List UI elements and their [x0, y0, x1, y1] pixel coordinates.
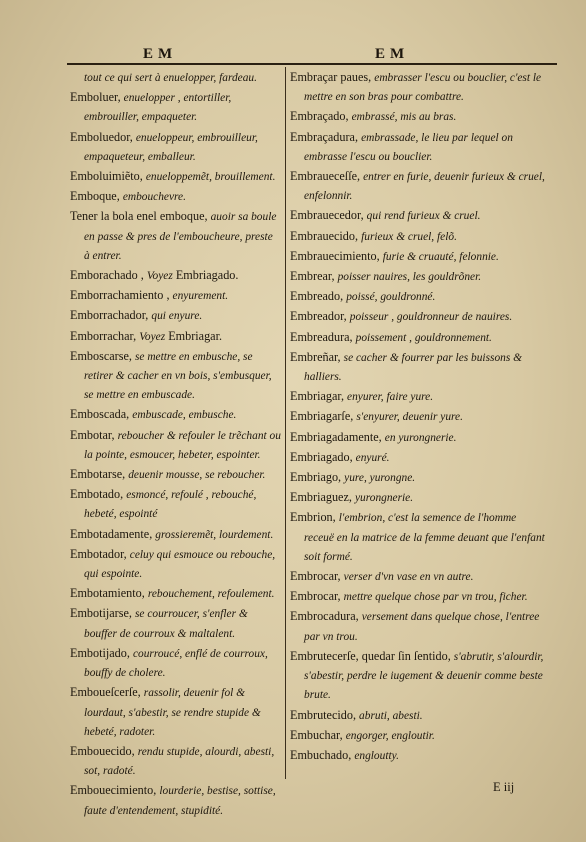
entry-definition: Voyez [139, 330, 166, 343]
dictionary-entry [290, 107, 548, 127]
entry-definition: yurongnerie. [354, 492, 414, 505]
entry-definition: esmoncé, refoulé , rebouché, hebeté, espointé [84, 489, 257, 521]
dictionary-entry [290, 206, 548, 226]
entry-definition: en yurongnerie. [384, 431, 457, 444]
dictionary-entry [290, 227, 548, 247]
dictionary-entry [70, 266, 281, 286]
entry-definition: versement dans quelque chose, l'entree par vn trou. [304, 611, 540, 643]
dictionary-entry [290, 68, 548, 107]
entry-definition: Voyez [146, 270, 173, 283]
entry-definition: rendu stupide, alourdi, abesti, sot, radoté. [84, 745, 275, 778]
entry-definition: yure, yurongne. [344, 472, 416, 485]
dictionary-entry [70, 306, 281, 326]
entry-headword: Embrear, [290, 269, 338, 284]
dictionary-entry [290, 508, 548, 567]
dictionary-entry [70, 545, 281, 584]
dictionary-entry [70, 128, 281, 167]
entry-headword: Emboluedor, [70, 129, 136, 144]
entry-definition: enueloppeur, embrouilleur, empaqueteur, emballeur. [84, 131, 258, 163]
dictionary-entry [70, 88, 281, 127]
right-column [290, 68, 548, 766]
dictionary-entry [290, 387, 548, 407]
entry-headword: Emboluimiẽto, [70, 169, 146, 184]
entry-definition: poissé, gouldronné. [346, 291, 436, 304]
dictionary-entry [70, 167, 281, 187]
entry-headword: Embrutecido, [290, 707, 360, 722]
entry-headword: Embotarse, [70, 467, 129, 482]
dictionary-entry [70, 327, 281, 347]
header-left: EM [143, 46, 178, 62]
entry-headword: Embrocar, [290, 569, 344, 584]
entry-definition: enueloppemẽt, brouillement. [145, 171, 276, 184]
entry-definition: se courroucer, s'enfler & bouffer de courroux & maltalent. [84, 608, 248, 640]
dictionary-entry [290, 167, 548, 206]
entry-definition: mettre quelque chose par vn trou, ficher. [343, 591, 528, 604]
signature-mark: E iij [493, 780, 515, 794]
entry-definition: lourderie, bestise, sottise, faute d'entendement, stupidité. [84, 785, 276, 817]
dictionary-entry [70, 683, 281, 742]
entry-headword: Embriagar, [290, 389, 348, 404]
dictionary-entry [290, 348, 548, 387]
dictionary-entry [70, 426, 281, 465]
entry-headword: Embotar, [70, 427, 118, 442]
entry-definition: embrassade, le lieu par lequel on embrasse l'escu ou bouclier. [304, 131, 513, 163]
entry-definition: tout ce qui sert à enuelopper, fardeau. [84, 72, 257, 84]
entry-headword: Embreado, [290, 289, 347, 304]
entry-crossref: Embriagar. [165, 328, 223, 343]
dictionary-entry [70, 742, 281, 781]
dictionary-entry [70, 207, 281, 266]
entry-headword: Emboueſcerſe, [70, 685, 144, 700]
entry-headword: Emborrachamiento , [70, 288, 173, 303]
dictionary-entry [290, 607, 548, 646]
dictionary-entry [290, 267, 548, 287]
entry-definition: se cacher & fourrer par les buissons & halliers. [304, 351, 522, 384]
entry-definition: s'abrutir, s'alourdir, s'abestir, perdre le iugement & deuenir comme beste brute. [304, 650, 544, 702]
entry-headword: Embriagado, [290, 449, 356, 464]
entry-definition: grossieremẽt, lourdement. [155, 528, 274, 541]
column-divider [285, 67, 286, 779]
entry-definition: embuscade, embusche. [132, 409, 237, 422]
dictionary-entry [290, 128, 548, 167]
entry-definition: rebouchement, refoulement. [147, 588, 275, 601]
dictionary-entry [70, 465, 281, 485]
entry-definition: verser d'vn vase en vn autre. [343, 571, 474, 584]
entry-headword: Embrocadura, [290, 609, 362, 624]
entry-headword: Embraçado, [290, 109, 352, 124]
entry-headword: Embreadura, [290, 329, 356, 344]
entry-definition: enyurement. [172, 290, 229, 303]
entry-definition: engloutty. [354, 749, 399, 762]
entry-definition: l'embrion, c'est la semence de l'homme receuë en la matrice de la femme deuant que l'enfant soit formé. [304, 512, 545, 563]
header-rule [67, 63, 557, 65]
entry-headword: Embouecido, [70, 743, 138, 758]
entry-headword: Embrutecerſe, quedar ſin ſentido, [290, 648, 454, 663]
entry-definition: celuy qui esmouce ou rebouche, qui espointe. [84, 548, 276, 581]
entry-headword: Embraçar paues, [290, 70, 375, 84]
left-column [70, 68, 281, 821]
entry-headword: Embreador, [290, 309, 350, 324]
entry-definition: embouchevre. [122, 191, 186, 204]
dictionary-entry [290, 647, 548, 706]
dictionary-entry [290, 407, 548, 427]
entry-headword: Emborrachador, [70, 308, 152, 323]
entry-headword: Emboluer, [70, 90, 124, 105]
entry-headword: Emboscada, [70, 407, 133, 422]
dictionary-entry [70, 68, 281, 88]
entry-headword: Emboque, [70, 189, 123, 204]
entry-definition: embrassé, mis au bras. [351, 111, 457, 124]
dictionary-entry [290, 468, 548, 488]
entry-headword: Embrion, [290, 510, 339, 525]
entry-headword: Embrauecedor, [290, 208, 367, 223]
entry-definition: furieux & cruel, felõ. [361, 230, 457, 243]
entry-crossref: Embriagado. [172, 268, 239, 283]
dictionary-entry [290, 287, 548, 307]
entry-definition: deuenir mousse, se reboucher. [128, 469, 266, 482]
entry-headword: Emborachado , [70, 268, 147, 283]
entry-headword: Embotijado, [70, 645, 133, 660]
entry-headword: Embrauecido, [290, 228, 362, 243]
dictionary-entry [290, 587, 548, 607]
entry-definition: enyurer, faire yure. [347, 391, 434, 404]
entry-headword: Embriago, [290, 470, 345, 485]
entry-definition: courroucé, enflé de courroux, bouffy de cholere. [84, 647, 268, 680]
dictionary-entry [70, 781, 281, 820]
entry-headword: Embriaguez, [290, 490, 355, 505]
entry-headword: Embotador, [70, 546, 130, 561]
entry-headword: Embrocar, [290, 589, 344, 604]
dictionary-entry [290, 307, 548, 327]
entry-definition: enyuré. [355, 451, 390, 464]
entry-headword: Embriagadamente, [290, 429, 385, 444]
dictionary-entry [70, 286, 281, 306]
entry-headword: Embuchar, [290, 727, 346, 742]
entry-headword: Embraueceſſe, [290, 169, 364, 184]
dictionary-entry [70, 187, 281, 207]
entry-definition: rassolir, deuenir fol & lourdaut, s'abestir, se rendre stupide & hebeté, radoter. [84, 687, 261, 738]
entry-definition: embrasser l'escu ou bouclier, c'est le mettre en son bras pour combattre. [304, 72, 542, 104]
entry-headword: Embriagarſe, [290, 409, 357, 424]
entry-headword: Embreñar, [290, 349, 344, 364]
entry-definition: poisser nauires, les gouldrõner. [337, 271, 482, 284]
dictionary-entry [70, 405, 281, 425]
entry-headword: Emboscarse, [70, 348, 135, 363]
dictionary-entry [70, 525, 281, 545]
entry-headword: Embotado, [70, 487, 127, 502]
entry-headword: Embotijarse, [70, 606, 135, 621]
entry-definition: qui enyure. [151, 310, 203, 323]
dictionary-entry [70, 604, 281, 643]
dictionary-entry [290, 328, 548, 348]
dictionary-entry [70, 584, 281, 604]
dictionary-entry [290, 706, 548, 726]
dictionary-entry [290, 567, 548, 587]
running-header [0, 44, 586, 64]
dictionary-entry [290, 448, 548, 468]
entry-headword: Embraçadura, [290, 129, 362, 144]
entry-definition: poisseur , gouldronneur de nauires. [349, 311, 513, 324]
entry-definition: engorger, engloutir. [345, 729, 435, 742]
entry-definition: qui rend furieux & cruel. [366, 210, 481, 223]
entry-definition: abruti, abesti. [359, 709, 423, 722]
dictionary-entry [290, 726, 548, 746]
entry-headword: Embouecimiento, [70, 783, 160, 798]
dictionary-entry [70, 485, 281, 524]
entry-definition: enuelopper , entortiller, embrouiller, empaqueter. [84, 92, 232, 124]
entry-definition: furie & cruauté, felonnie. [382, 250, 499, 263]
entry-definition: poissement , gouldronnement. [355, 331, 492, 344]
entry-definition: s'enyurer, deuenir yure. [356, 411, 463, 424]
dictionary-entry [290, 247, 548, 267]
entry-headword: Embotamiento, [70, 586, 148, 601]
entry-definition: entrer en furie, deuenir furieux & cruel, enfelonnir. [304, 171, 545, 203]
entry-headword: Emborrachar, [70, 328, 140, 343]
dictionary-entry [290, 746, 548, 766]
header-right: EM [375, 46, 410, 62]
dictionary-entry [70, 644, 281, 683]
entry-headword: Embrauecimiento, [290, 248, 383, 263]
entry-definition: auoir sa boule en passe & pres de l'emboucheure, preste à entrer. [84, 211, 277, 262]
dictionary-entry [290, 428, 548, 448]
dictionary-entry [70, 347, 281, 406]
dictionary-entry [290, 488, 548, 508]
entry-headword: Tener la bola enel emboque, [70, 209, 211, 224]
entry-headword: Embotadamente, [70, 526, 156, 541]
entry-definition: reboucher & refouler le trẽchant ou la pointe, esmoucer, hebeter, espointer. [84, 429, 281, 461]
entry-definition: se mettre en embusche, se retirer & cacher en vn bois, s'embusquer, se mettre en embuscade. [84, 350, 272, 402]
entry-headword: Embuchado, [290, 747, 355, 762]
